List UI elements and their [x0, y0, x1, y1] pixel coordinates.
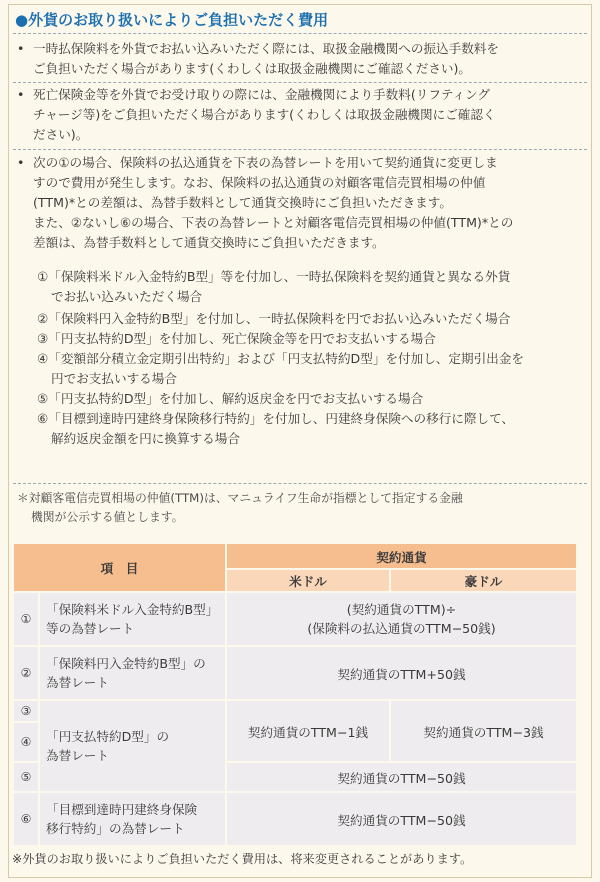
- rate-usd: 契約通貨のTTM−1銭: [226, 700, 390, 762]
- ttm-note: [17, 489, 463, 527]
- row-number: ①: [13, 592, 39, 646]
- text-line: 「保険料米ドル入金特約B型」: [46, 602, 219, 617]
- text-line: ①「保険料米ドル入金特約B型」等を付加し、一時払保険料を契約通貨と異なる外貨: [37, 269, 511, 284]
- text-line: 為替レート: [46, 675, 109, 690]
- condition-1: [37, 267, 524, 307]
- table-row: [13, 792, 577, 846]
- rate-aud: 契約通貨のTTM−3銭: [390, 700, 577, 762]
- row-item: [39, 592, 226, 646]
- divider: [13, 483, 587, 484]
- bullet-transfer-fee: [17, 39, 499, 79]
- table-row: [13, 700, 577, 722]
- bullet-mark: •: [17, 87, 25, 102]
- text-line: 次の①の場合、保険料の払込通貨を下表の為替レートを用いて契約通貨に変更しま: [33, 155, 498, 170]
- condition-list: [37, 267, 524, 449]
- text-line: 円でお支払いする場合: [51, 371, 177, 386]
- text-line: ご負担いただく場合があります(くわしくは取扱金融機関にご確認ください)。: [33, 61, 472, 76]
- header-usd: 米ドル: [226, 569, 390, 592]
- text-line: ④「変額部分積立金定期引出特約」および「円支払特約D型」を付加し、定期引出金を: [37, 351, 524, 366]
- bullet-mark: •: [17, 155, 25, 170]
- text-line: すので費用が発生します。なお、保険料の払込通貨の対顧客電信売買相場の仲値: [33, 175, 486, 190]
- section-heading: ●外貨のお取り扱いによりご負担いただく費用: [15, 11, 329, 29]
- row-item: [39, 646, 226, 700]
- header-aud: 豪ドル: [390, 569, 577, 592]
- text-line: チャージ等)をご負担いただく場合があります(くわしくは取扱金融機関にご確認く: [33, 107, 496, 122]
- table-row: [13, 646, 577, 700]
- divider: [13, 149, 587, 150]
- text-line: ＊対顧客電信売買相場の仲値(TTM)は、マニュライフ生命が指標として指定する金融: [17, 491, 463, 505]
- condition-2: ②「保険料円入金特約B型」を付加し、一時払保険料を円でお払い込みいただく場合: [37, 311, 511, 326]
- row-number: ⑤: [13, 762, 39, 792]
- text-line: ⑥「目標到達時円建終身保険移行特約」を付加し、円建終身保険への移行に際して、: [37, 411, 515, 426]
- header-item: 項 目: [13, 543, 226, 592]
- condition-3: ③「円支払特約D型」を付加し、死亡保険金等を円でお支払いする場合: [37, 331, 436, 346]
- footnote: ※外貨のお取り扱いによりご負担いただく費用は、将来変更されることがあります。: [12, 852, 473, 866]
- divider: [13, 82, 587, 83]
- text-line: (保険料の払込通貨のTTM−50銭): [307, 621, 496, 636]
- text-line: また、②ないし⑥の場合、下表の為替レートと対顧客電信売買相場の仲値(TTM)*との: [33, 215, 514, 230]
- bullet-lifting-charge: [17, 85, 496, 145]
- text-line: 解約返戻金額を円に換算する場合: [51, 431, 240, 446]
- text-line: 移行特約」の為替レート: [46, 821, 185, 836]
- text-line: 「円支払特約D型」の: [46, 729, 170, 744]
- table-row: [13, 592, 577, 646]
- row-number: ②: [13, 646, 39, 700]
- row-item: [39, 792, 226, 846]
- rate-formula: 契約通貨のTTM+50銭: [226, 646, 577, 700]
- text-line: 「目標到達時円建終身保険: [46, 802, 198, 817]
- row-number: ③: [13, 700, 39, 722]
- text-line: (契約通貨のTTM)÷: [346, 602, 457, 617]
- row-number: ⑥: [13, 792, 39, 846]
- row-item: [39, 700, 226, 792]
- text-line: (TTM)*との差額は、為替手数料として通貨交換時にご負担いただきます。: [33, 195, 452, 210]
- bullet-mark: •: [17, 41, 25, 56]
- text-line: 差額は、為替手数料として通貨交換時にご負担いただきます。: [33, 235, 385, 250]
- rate-formula: 契約通貨のTTM−50銭: [226, 792, 577, 846]
- text-line: ださい)。: [33, 127, 89, 142]
- exchange-rate-table: [12, 542, 578, 847]
- text-line: 機関が公示する値とします。: [31, 510, 184, 524]
- text-line: 等の為替レート: [46, 621, 135, 636]
- text-line: 「保険料円入金特約B型」の: [46, 656, 206, 671]
- text-line: 死亡保険金等を外貨でお受け取りの際には、金融機関により手数料(リフティング: [33, 87, 491, 102]
- text-line: 一時払保険料を外貨でお払い込みいただく際には、取扱金融機関への振込手数料を: [33, 41, 499, 56]
- rate-formula: 契約通貨のTTM−50銭: [226, 762, 577, 792]
- text-line: 為替レート: [46, 748, 109, 763]
- condition-6: [37, 409, 524, 449]
- condition-5: ⑤「円支払特約D型」を付加し、解約返戻金を円でお支払いする場合: [37, 391, 424, 406]
- row-number: ④: [13, 722, 39, 762]
- condition-4: [37, 349, 524, 389]
- bullet-exchange-fee: [17, 153, 513, 253]
- header-contract-currency: 契約通貨: [226, 543, 577, 569]
- rate-formula: [226, 592, 577, 646]
- text-line: でお払い込みいただく場合: [51, 289, 203, 304]
- divider: [13, 33, 587, 34]
